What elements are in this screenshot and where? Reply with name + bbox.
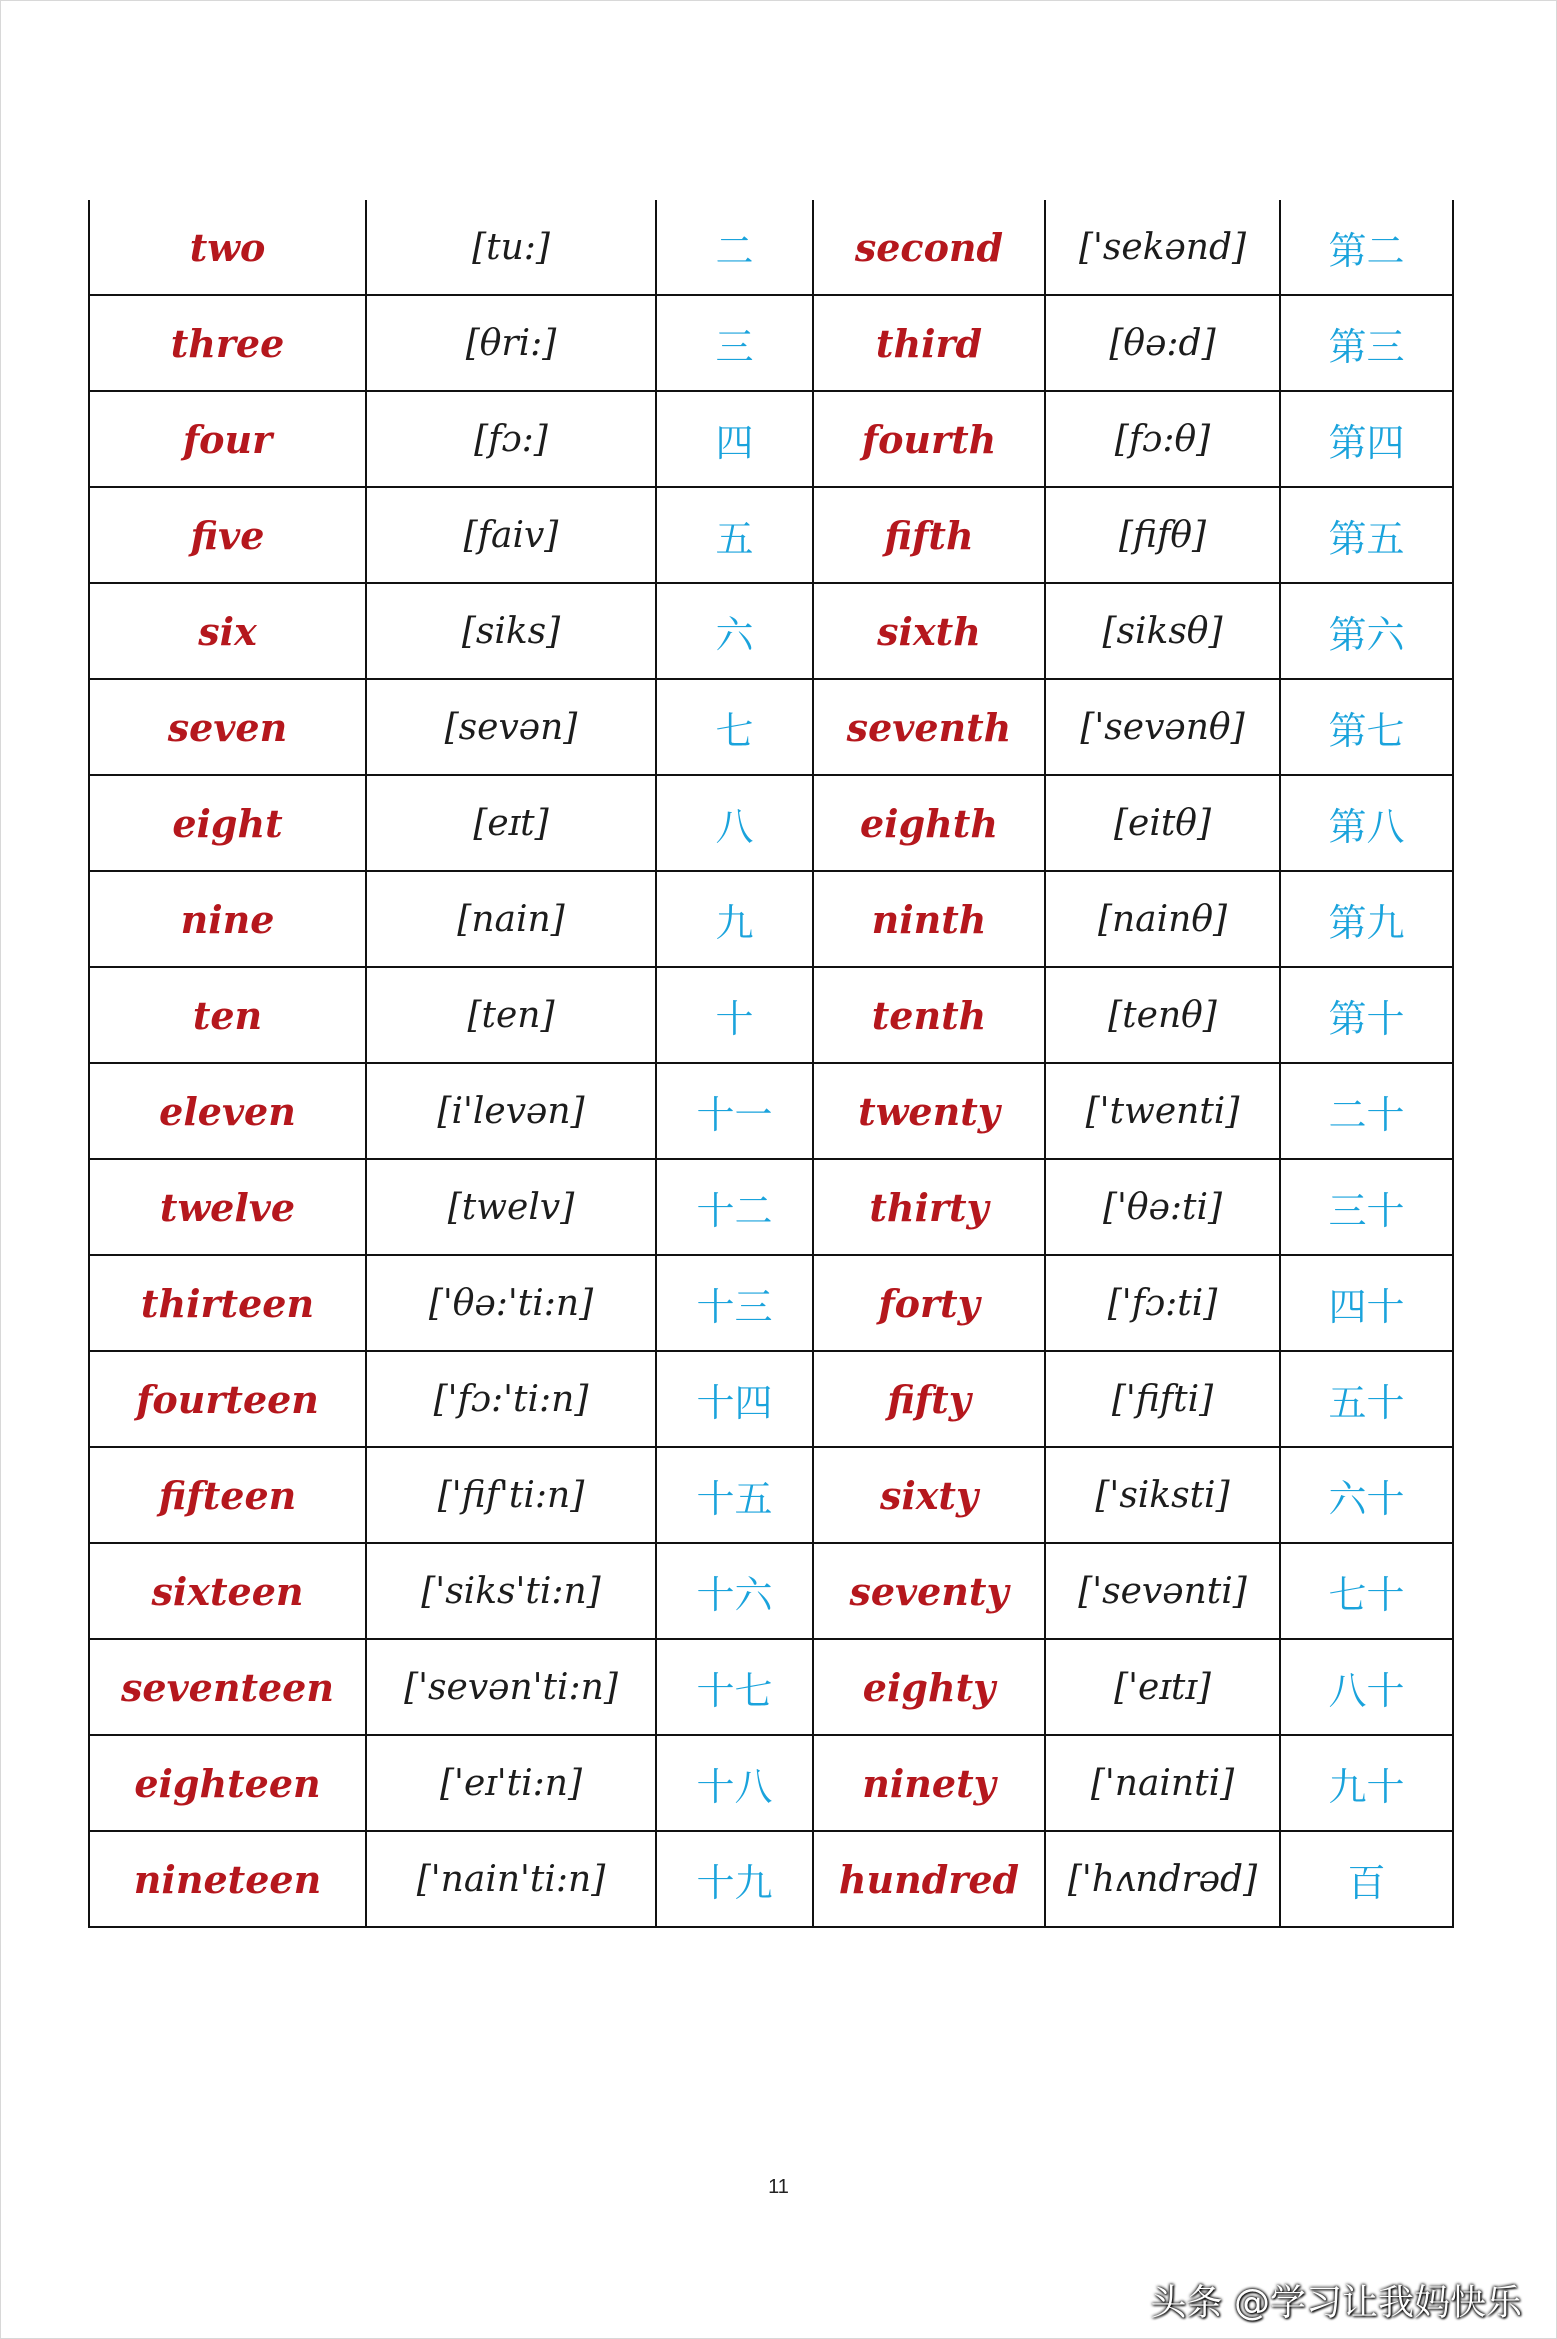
- cardinal-word: two: [89, 200, 366, 295]
- cardinal-chinese: 十六: [656, 1543, 813, 1639]
- cardinal-phonetic: ['fif'ti:n]: [366, 1447, 656, 1543]
- table-row: [89, 583, 1453, 679]
- table-row: [89, 775, 1453, 871]
- ordinal-word: eighty: [813, 1639, 1045, 1735]
- ordinal-phonetic: ['sekənd]: [1045, 200, 1280, 295]
- table-row: [89, 871, 1453, 967]
- ordinal-word: eighth: [813, 775, 1045, 871]
- cardinal-phonetic: [i'levən]: [366, 1063, 656, 1159]
- cardinal-word: eleven: [89, 1063, 366, 1159]
- ordinal-word: third: [813, 295, 1045, 391]
- ordinal-chinese: 第八: [1280, 775, 1453, 871]
- ordinal-phonetic: ['fifti]: [1045, 1351, 1280, 1447]
- cardinal-phonetic: ['eɪ'ti:n]: [366, 1735, 656, 1831]
- cardinal-phonetic: [θri:]: [366, 295, 656, 391]
- ordinal-chinese: 二十: [1280, 1063, 1453, 1159]
- ordinal-phonetic: [eitθ]: [1045, 775, 1280, 871]
- ordinal-chinese: 第二: [1280, 200, 1453, 295]
- ordinal-word: second: [813, 200, 1045, 295]
- table-row: [89, 679, 1453, 775]
- cardinal-phonetic: ['nain'ti:n]: [366, 1831, 656, 1927]
- cardinal-phonetic: [tu:]: [366, 200, 656, 295]
- table-row: [89, 1063, 1453, 1159]
- cardinal-chinese: 九: [656, 871, 813, 967]
- ordinal-phonetic: ['twenti]: [1045, 1063, 1280, 1159]
- cardinal-word: six: [89, 583, 366, 679]
- cardinal-phonetic: [sevən]: [366, 679, 656, 775]
- ordinal-chinese: 第七: [1280, 679, 1453, 775]
- cardinal-word: five: [89, 487, 366, 583]
- ordinal-chinese: 第四: [1280, 391, 1453, 487]
- ordinal-word: seventh: [813, 679, 1045, 775]
- ordinal-phonetic: ['fɔ:ti]: [1045, 1255, 1280, 1351]
- table-body: [89, 200, 1453, 1927]
- ordinal-phonetic: ['θə:ti]: [1045, 1159, 1280, 1255]
- cardinal-chinese: 十五: [656, 1447, 813, 1543]
- cardinal-phonetic: [siks]: [366, 583, 656, 679]
- table-row: [89, 1639, 1453, 1735]
- cardinal-phonetic: [twelv]: [366, 1159, 656, 1255]
- cardinal-phonetic: [ten]: [366, 967, 656, 1063]
- cardinal-chinese: 三: [656, 295, 813, 391]
- cardinal-chinese: 十二: [656, 1159, 813, 1255]
- ordinal-chinese: 九十: [1280, 1735, 1453, 1831]
- ordinal-word: thirty: [813, 1159, 1045, 1255]
- ordinal-word: fifty: [813, 1351, 1045, 1447]
- table-row: [89, 1159, 1453, 1255]
- cardinal-phonetic: [eɪt]: [366, 775, 656, 871]
- cardinal-word: eighteen: [89, 1735, 366, 1831]
- page-number: 11: [768, 2176, 789, 2198]
- cardinal-word: thirteen: [89, 1255, 366, 1351]
- ordinal-word: ninety: [813, 1735, 1045, 1831]
- cardinal-phonetic: ['fɔ:'ti:n]: [366, 1351, 656, 1447]
- table-row: [89, 391, 1453, 487]
- table-row: [89, 1543, 1453, 1639]
- ordinal-chinese: 五十: [1280, 1351, 1453, 1447]
- cardinal-chinese: 十九: [656, 1831, 813, 1927]
- table-row: [89, 1735, 1453, 1831]
- cardinal-phonetic: ['sevən'ti:n]: [366, 1639, 656, 1735]
- ordinal-word: hundred: [813, 1831, 1045, 1927]
- ordinal-chinese: 第九: [1280, 871, 1453, 967]
- cardinal-word: seventeen: [89, 1639, 366, 1735]
- cardinal-chinese: 十七: [656, 1639, 813, 1735]
- ordinal-chinese: 六十: [1280, 1447, 1453, 1543]
- ordinal-chinese: 三十: [1280, 1159, 1453, 1255]
- ordinal-chinese: 八十: [1280, 1639, 1453, 1735]
- cardinal-word: sixteen: [89, 1543, 366, 1639]
- ordinal-word: fourth: [813, 391, 1045, 487]
- ordinal-phonetic: ['sevənθ]: [1045, 679, 1280, 775]
- table-row: [89, 1255, 1453, 1351]
- ordinal-phonetic: [tenθ]: [1045, 967, 1280, 1063]
- ordinal-phonetic: [fɔ:θ]: [1045, 391, 1280, 487]
- cardinal-chinese: 五: [656, 487, 813, 583]
- ordinal-chinese: 第六: [1280, 583, 1453, 679]
- cardinal-phonetic: [nain]: [366, 871, 656, 967]
- cardinal-word: fifteen: [89, 1447, 366, 1543]
- ordinal-phonetic: [θə:d]: [1045, 295, 1280, 391]
- table-row: [89, 200, 1453, 295]
- cardinal-chinese: 十八: [656, 1735, 813, 1831]
- table-row: [89, 1831, 1453, 1927]
- ordinal-chinese: 第五: [1280, 487, 1453, 583]
- cardinal-word: three: [89, 295, 366, 391]
- ordinal-chinese: 百: [1280, 1831, 1453, 1927]
- cardinal-chinese: 十三: [656, 1255, 813, 1351]
- table-row: [89, 1447, 1453, 1543]
- table-row: [89, 967, 1453, 1063]
- cardinal-chinese: 二: [656, 200, 813, 295]
- cardinal-chinese: 七: [656, 679, 813, 775]
- cardinal-chinese: 八: [656, 775, 813, 871]
- cardinal-phonetic: [faiv]: [366, 487, 656, 583]
- cardinal-phonetic: ['siks'ti:n]: [366, 1543, 656, 1639]
- cardinal-word: seven: [89, 679, 366, 775]
- cardinal-chinese: 十: [656, 967, 813, 1063]
- ordinal-phonetic: [fifθ]: [1045, 487, 1280, 583]
- ordinal-phonetic: ['eɪtɪ]: [1045, 1639, 1280, 1735]
- ordinal-chinese: 七十: [1280, 1543, 1453, 1639]
- ordinal-word: forty: [813, 1255, 1045, 1351]
- cardinal-word: eight: [89, 775, 366, 871]
- cardinal-phonetic: [fɔ:]: [366, 391, 656, 487]
- ordinal-chinese: 第三: [1280, 295, 1453, 391]
- cardinal-chinese: 十一: [656, 1063, 813, 1159]
- cardinal-chinese: 六: [656, 583, 813, 679]
- cardinal-chinese: 四: [656, 391, 813, 487]
- ordinal-word: tenth: [813, 967, 1045, 1063]
- cardinal-phonetic: ['θə:'ti:n]: [366, 1255, 656, 1351]
- table-row: [89, 295, 1453, 391]
- ordinal-word: fifth: [813, 487, 1045, 583]
- cardinal-word: twelve: [89, 1159, 366, 1255]
- ordinal-phonetic: ['hʌndrəd]: [1045, 1831, 1280, 1927]
- ordinal-phonetic: [siksθ]: [1045, 583, 1280, 679]
- ordinal-phonetic: ['siksti]: [1045, 1447, 1280, 1543]
- cardinal-word: ten: [89, 967, 366, 1063]
- table-row: [89, 487, 1453, 583]
- cardinal-word: nine: [89, 871, 366, 967]
- cardinal-chinese: 十四: [656, 1351, 813, 1447]
- ordinal-chinese: 第十: [1280, 967, 1453, 1063]
- ordinal-word: ninth: [813, 871, 1045, 967]
- cardinal-word: nineteen: [89, 1831, 366, 1927]
- table-row: [89, 1351, 1453, 1447]
- ordinal-phonetic: ['sevənti]: [1045, 1543, 1280, 1639]
- ordinal-phonetic: [nainθ]: [1045, 871, 1280, 967]
- ordinal-chinese: 四十: [1280, 1255, 1453, 1351]
- cardinal-word: fourteen: [89, 1351, 366, 1447]
- cardinal-word: four: [89, 391, 366, 487]
- ordinal-word: seventy: [813, 1543, 1045, 1639]
- ordinal-phonetic: ['nainti]: [1045, 1735, 1280, 1831]
- ordinal-word: twenty: [813, 1063, 1045, 1159]
- ordinal-word: sixth: [813, 583, 1045, 679]
- watermark: 头条 @学习让我妈快乐: [1150, 2282, 1522, 2324]
- ordinal-word: sixty: [813, 1447, 1045, 1543]
- number-vocabulary-table: [88, 200, 1454, 1928]
